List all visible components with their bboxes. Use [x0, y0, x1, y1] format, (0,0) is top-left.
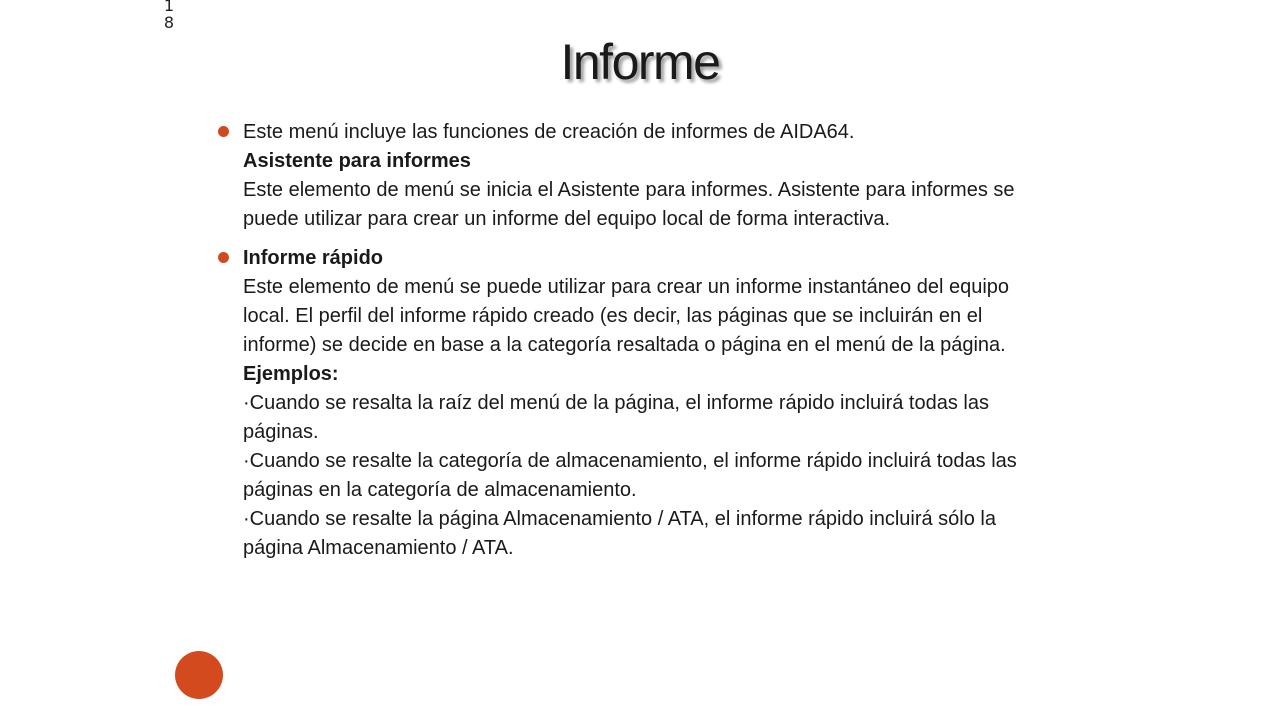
decorative-circle — [175, 651, 223, 699]
bullet-line: Este menú incluye las funciones de creación de informes de AIDA64. — [243, 121, 855, 143]
bullet-line: Este elemento de menú se puede utilizar para crear un informe instantáneo del equipo local. El perfil del informe rápido creado (es decir, las páginas que se incluirán en el informe) se decide en base a la categoría resaltada o página en el menú de la página. — [243, 276, 1010, 356]
examples-heading: Ejemplos: — [243, 363, 339, 385]
section-heading: Informe rápido — [243, 247, 384, 269]
example-line: ·Cuando se resalta la raíz del menú de la página, el informe rápido incluirá todas las páginas. — [243, 392, 989, 443]
bullet-dot-icon — [218, 126, 229, 137]
slide-content — [218, 118, 1048, 573]
bullet-item — [218, 244, 1048, 563]
slide-title: Informe — [560, 34, 720, 90]
slide-number-text: 18 — [163, 0, 175, 32]
example-line: ·Cuando se resalte la página Almacenamiento / ATA, el informe rápido incluirá sólo la página Almacenamiento / ATA. — [243, 508, 996, 559]
bullet-dot-icon — [218, 252, 229, 263]
section-heading: Asistente para informes — [243, 150, 471, 172]
example-line: ·Cuando se resalte la categoría de almacenamiento, el informe rápido incluirá todas las páginas en la categoría de almacenamiento. — [243, 450, 1017, 501]
slide-number — [158, 0, 180, 31]
bullet-item — [218, 118, 1048, 234]
bullet-line: Este elemento de menú se inicia el Asistente para informes. Asistente para informes se puede utilizar para crear un informe del equipo local de forma interactiva. — [243, 179, 1015, 230]
